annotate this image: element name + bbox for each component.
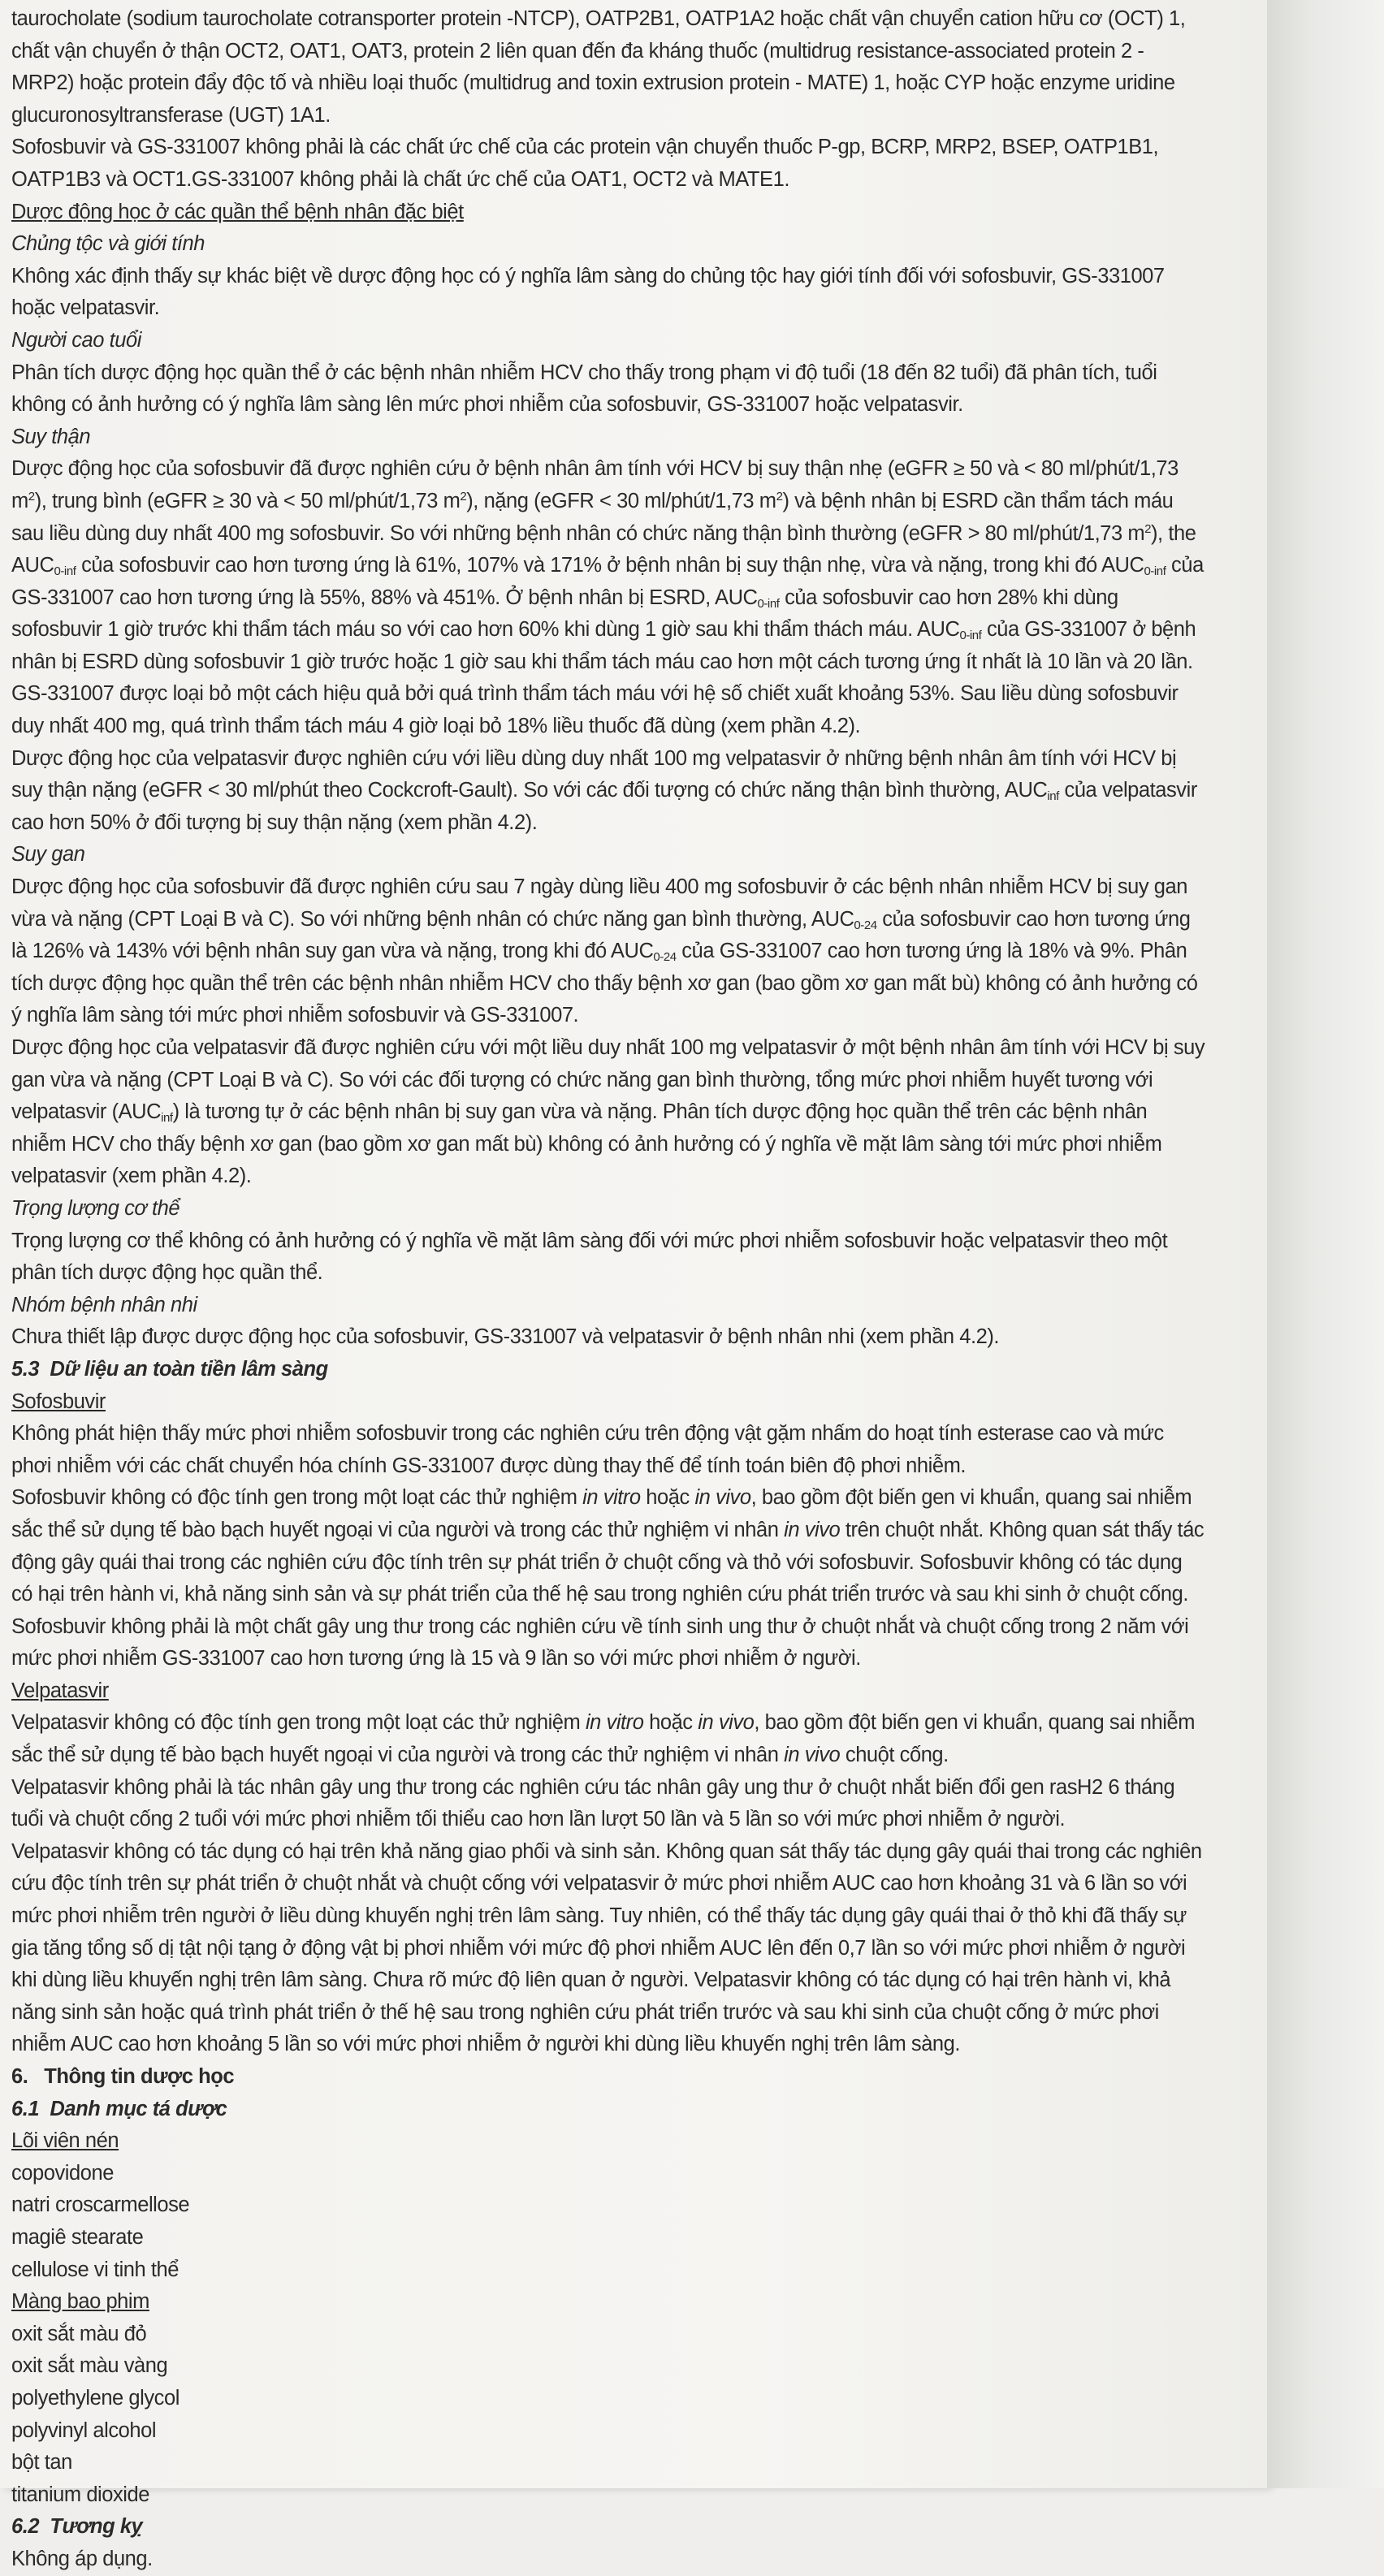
heading-elderly: Người cao tuổi [11,328,141,352]
list-item: bột tan [11,2451,72,2474]
heading-sofosbuvir: Sofosbuvir [11,1390,106,1413]
heading-race-gender: Chủng tộc và giới tính [11,232,205,256]
heading-section-5-3: 5.3 Dữ liệu an toàn tiền lâm sàng [11,1357,328,1381]
list-item: titanium dioxide [11,2483,149,2506]
paragraph-inhibitors: Sofosbuvir và GS-331007 không phải là các chất ức chế của các protein vận chuyển thuốc P-gp, BCRP, MRP2, BSEP, OATP1B1, OATP1B3 và OCT1.GS-331007 không phải là chất ức chế của OAT1, OCT2 và MATE1. [11,136,1159,191]
list-item: oxit sắt màu vàng [11,2354,168,2378]
list-item: oxit sắt màu đỏ [11,2322,147,2345]
heading-section-6-2: 6.2 Tương kỵ [11,2515,143,2539]
list-item: copovidone [11,2161,114,2185]
heading-section-6-1: 6.1 Danh mục tá dược [11,2097,227,2120]
heading-renal: Suy thận [11,425,91,448]
heading-pediatric: Nhóm bệnh nhân nhi [11,1293,197,1316]
paragraph-renal-sofosbuvir: Dược động học của sofosbuvir đã được nghiên cứu ở bệnh nhân âm tính với HCV bị suy thận nhẹ (eGFR ≥ 50 và < 80 ml/phút/1,73 $m^2$), trung bình (eGFR ≥ 30 và < 50 ml/phút/1,73 $m^2$), nặng (eGFR < 30 ml/phút/1,73 $m^2$) và bệnh nhân bị ESRD cần thẩm tách máu sau liều dùng duy nhất 400 mg sofosbuvir. So với những bệnh nhân có chức năng thận bình thường (eGFR > 80 ml/phút/1,73 $m^2$), the $AUC_{0-inf}$ của sofosbuvir cao hơn tương ứng là 61%, 107% và 171% ở bệnh nhân bị suy thận nhẹ, vừa và nặng, trong khi đó $AUC_{0-inf}$ của GS-331007 cao hơn tương ứng là 55%, 88% và 451%. Ở bệnh nhân bị ESRD, $AUC_{0-inf}$ của sofosbuvir cao hơn 28% khi dùng sofosbuvir 1 giờ trước khi thẩm tách máu so với cao hơn 60% khi dùng 1 giờ sau khi thẩm thách máu. $AUC_{0-inf}$ của GS-331007 ở bệnh nhân bị ESRD dùng sofosbuvir 1 giờ trước hoặc 1 giờ sau khi thẩm tách máu cao hơn một cách tương ứng ít nhất là 10 lần và 20 lần. GS-331007 được loại bỏ một cách hiệu quả bởi quá trình thẩm tách máu với hệ số chiết xuất khoảng 53%. Sau liều dùng sofosbuvir duy nhất 400 mg, quá trình thẩm tách máu 4 giờ loại bỏ 18% liều thuốc đã dùng (xem phần 4.2). [11,457,1204,738]
heading-section-6: 6. Thông tin dược học [11,2065,235,2088]
paragraph-velpatasvir-carcinogenicity: Velpatasvir không phải là tác nhân gây ung thư trong các nghiên cứu tác nhân gây ung thư ở chuột nhắt biến đổi gen rasH2 6 tháng tuổi và chuột cống 2 tuổi với mức phơi nhiễm tối thiểu cao hơn lần lượt 50 lần và 5 lần so với mức phơi nhiễm ở người. [11,1775,1175,1831]
list-item: polyethylene glycol [11,2386,179,2410]
paragraph-incompatibilities: Không áp dụng. [11,2547,153,2570]
page-edge-shadow [1267,0,1384,2488]
list-item: magiê stearate [11,2225,144,2249]
list-film-coating [11,2319,1207,2512]
list-item: cellulose vi tinh thể [11,2258,179,2281]
heading-hepatic: Suy gan [11,843,85,867]
paragraph-renal-velpatasvir: Dược động học của velpatasvir được nghiên cứu với liều dùng duy nhất 100 mg velpatasvir ở những bệnh nhân âm tính với HCV bị suy thận nặng (eGFR < 30 ml/phút theo Cockcroft-Gault). So với các đối tượng có chức năng thận bình thường, $AUC_{inf}$ của velpatasvir cao hơn 50% ở đối tượng bị suy thận nặng (xem phần 4.2). [11,746,1197,834]
paragraph-pediatric: Chưa thiết lập được dược động học của sofosbuvir, GS-331007 và velpatasvir ở bệnh nhân nhi (xem phần 4.2). [11,1325,1000,1349]
paragraph-elderly: Phân tích dược động học quần thể ở các bệnh nhân nhiễm HCV cho thấy trong phạm vi độ tuổi (18 đến 82 tuổi) đã phân tích, tuổi không có ảnh hưởng có ý nghĩa lâm sàng lên mức phơi nhiễm của sofosbuvir, GS-331007 hoặc velpatasvir. [11,361,1157,417]
list-item: polyvinyl alcohol [11,2418,157,2442]
heading-tablet-core: Lõi viên nén [11,2129,119,2153]
paragraph-sofosbuvir-carcinogenicity: Sofosbuvir không phải là một chất gây ung thư trong các nghiên cứu về tính sinh ung thư ở chuột nhắt và chuột cống trong 2 năm với mức phơi nhiễm GS-331007 cao hơn tương ứng là 15 và 9 lần so với mức phơi nhiễm ở người. [11,1614,1189,1671]
heading-film-coating: Màng bao phim [11,2290,149,2314]
heading-velpatasvir: Velpatasvir [11,1679,109,1702]
paragraph-body-weight: Trọng lượng cơ thể không có ảnh hưởng có ý nghĩa về mặt lâm sàng đối với mức phơi nhiễm sofosbuvir hoặc velpatasvir theo một phân tích dược động học quần thể. [11,1229,1168,1285]
list-item: natri croscarmellose [11,2193,190,2217]
list-tablet-core [11,2158,1207,2286]
paragraph-hepatic-sofosbuvir: Dược động học của sofosbuvir đã được nghiên cứu sau 7 ngày dùng liều 400 mg sofosbuvir ở các bệnh nhân nhiễm HCV bị suy gan vừa và nặng (CPT Loại B và C). So với những bệnh nhân có chức năng gan bình thường, $AUC_{0-24}$ của sofosbuvir cao hơn tương ứng là 126% và 143% với bệnh nhân suy gan vừa và nặng, trong khi đó $AUC_{0-24}$ của GS-331007 cao hơn tương ứng là 18% và 9%. Phân tích dược động học quần thể trên các bệnh nhân nhiễm HCV cho thấy bệnh xơ gan (bao gồm xơ gan mất bù) không có ảnh hưởng có ý nghĩa lâm sàng tới mức phơi nhiễm sofosbuvir và GS-331007. [11,875,1198,1027]
paragraph-velpatasvir-genotoxicity: Velpatasvir không có độc tính gen trong một loạt các thử nghiệm in vitro hoặc in vivo, bao gồm đột biến gen vi khuẩn, quang sai nhiễm sắc thể sử dụng tế bào bạch huyết ngoại vi của người và trong các thử nghiệm vi nhân in vivo chuột cống. [11,1711,1195,1767]
paragraph-transporters: taurocholate (sodium taurocholate cotransporter protein -NTCP), OATP2B1, OATP1A2 hoặc chất vận chuyển cation hữu cơ (OCT) 1, chất vận chuyển ở thận OCT2, OAT1, OAT3, protein 2 liên quan đến đa kháng thuốc (multidrug resistance-associated protein 2 - MRP2) hoặc protein đẩy độc tố và nhiều loại thuốc (multidrug and toxin extrusion protein - MATE) 1, hoặc CYP hoặc enzyme uridine glucuronosyltransferase (UGT) 1A1. [11,7,1186,127]
paragraph-sofosbuvir-genotoxicity: Sofosbuvir không có độc tính gen trong một loạt các thử nghiệm in vitro hoặc in vivo, bao gồm đột biến gen vi khuẩn, quang sai nhiễm sắc thể sử dụng tế bào bạch huyết ngoại vi của người và trong các thử nghiệm vi nhân in vivo trên chuột nhắt. Không quan sát thấy tác động gây quái thai trong các nghiên cứu độc tính trên sự phát triển ở chuột cống và thỏ với sofosbuvir. Sofosbuvir không có tác dụng có hại trên hành vi, khả năng sinh sản và sự phát triển của thế hệ sau trong nghiên cứu phát triển trước và sau khi sinh ở chuột cống. [11,1486,1205,1606]
heading-body-weight: Trọng lượng cơ thể [11,1196,180,1220]
paragraph-sofosbuvir-exposure: Không phát hiện thấy mức phơi nhiễm sofosbuvir trong các nghiên cứu trên động vật gặm nhấm do hoạt tính esterase cao và mức phơi nhiễm với các chất chuyển hóa chính GS-331007 được dùng thay thế để tính toán biên độ phơi nhiễm. [11,1422,1164,1477]
paragraph-race-gender: Không xác định thấy sự khác biệt về dược động học có ý nghĩa lâm sàng do chủng tộc hay giới tính đối với sofosbuvir, GS-331007 hoặc velpatasvir. [11,264,1165,320]
paragraph-hepatic-velpatasvir: Dược động học của velpatasvir đã được nghiên cứu với một liều duy nhất 100 mg velpatasvir ở một bệnh nhân âm tính với HCV bị suy gan vừa và nặng (CPT Loại B và C). So với các đối tượng có chức năng gan bình thường, tổng mức phơi nhiễm huyết tương với velpatasvir $(AUC_{inf})$ là tương tự ở các bệnh nhân bị suy gan vừa và nặng. Phân tích dược động học quần thể trên các bệnh nhân nhiễm HCV cho thấy bệnh xơ gan (bao gồm xơ gan mất bù) không có ảnh hưởng có ý nghĩa về mặt lâm sàng tới mức phơi nhiễm velpatasvir (xem phần 4.2). [11,1036,1205,1188]
document-body [11,3,1207,2576]
paragraph-velpatasvir-reproduction: Velpatasvir không có tác dụng có hại trên khả năng giao phối và sinh sản. Không quan sát thấy tác dụng gây quái thai trong các nghiên cứu độc tính trên sự phát triển ở chuột nhắt và chuột cống với velpatasvir ở mức phơi nhiễm AUC cao hơn khoảng 31 và 6 lần so với mức phơi nhiễm trên người ở liều dùng khuyến nghị trên lâm sàng. Tuy nhiên, có thể thấy tác dụng gây quái thai ở thỏ khi đã thấy sự gia tăng tổng số dị tật nội tạng ở động vật bị phơi nhiễm với mức độ phơi nhiễm AUC lên đến 0,7 lần so với mức phơi nhiễm ở người khi dùng liều khuyến nghị trên lâm sàng. Chưa rõ mức độ liên quan ở người. Velpatasvir không có tác dụng có hại trên hành vi, khả năng sinh sản hoặc quá trình phát triển ở thế hệ sau trong nghiên cứu phát triển trước và sau khi sinh của chuột cống ở mức phơi nhiễm AUC cao hơn khoảng 5 lần so với mức phơi nhiễm ở người khi dùng liều khuyến nghị trên lâm sàng. [11,1839,1202,2056]
heading-special-populations: Dược động học ở các quần thể bệnh nhân đặc biệt [11,200,464,223]
